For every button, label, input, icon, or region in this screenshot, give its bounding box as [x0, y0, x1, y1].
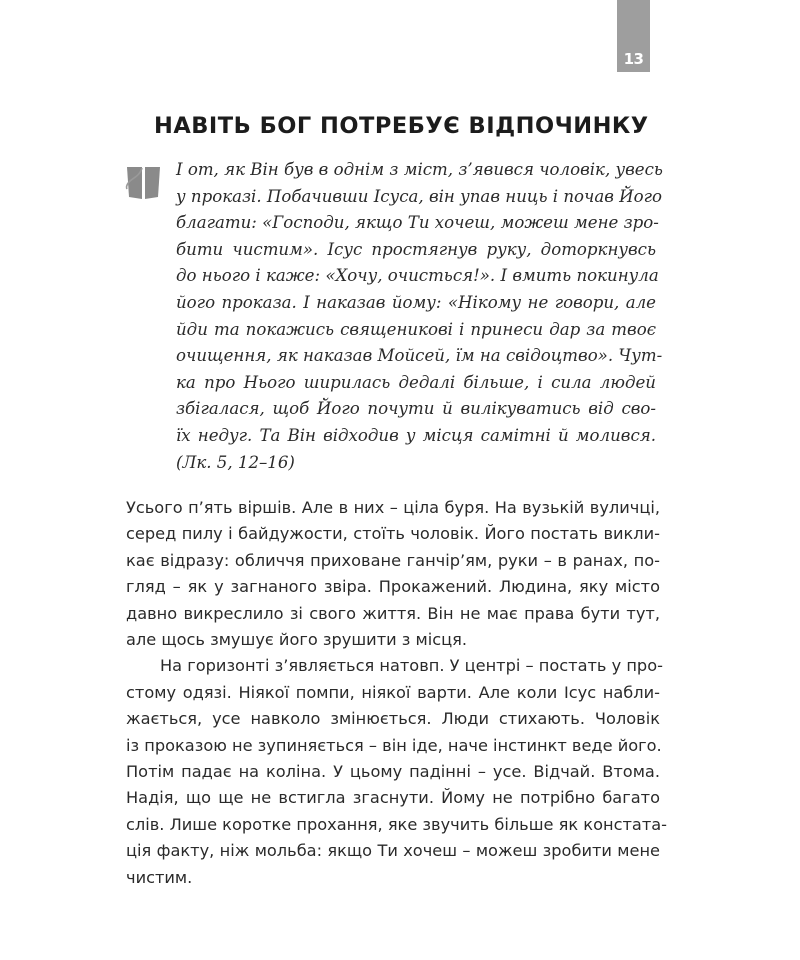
book-bookmark-icon [125, 165, 165, 201]
quote-line: бити чистим». Ісус простягнув руку, доторкнувсь [176, 239, 656, 259]
quote-line: ка про Нього ширилась дедалі більше, і сила людей [176, 372, 656, 392]
body-line: серед пилу і байдужости, стоїть чоловік. Його постать викли- [126, 524, 660, 544]
body-line: кає відразу: обличчя приховане ганчір’ям, руки – в ранах, по- [126, 550, 660, 570]
body-line: Надія, що ще не встигла згаснути. Йому не потрібно багато [126, 788, 660, 808]
quote-line: І от, як Він був в однім з міст, з’явився чоловік, увесь [176, 160, 663, 179]
quote-line: йди та покажись священикові і принеси дар за твоє [176, 319, 656, 339]
body-line: але щось змушує його зрушити з місця. [126, 630, 468, 650]
chapter-title: НАВІТЬ БОГ ПОТРЕБУЄ ВІДПОЧИНКУ [154, 113, 649, 140]
body-line: ція факту, ніж мольба: якщо Ти хочеш – можеш зробити мене [126, 841, 660, 861]
body-line: жається, усе навколо змінюється. Люди стихають. Чоловік [126, 709, 660, 729]
quote-line: благати: «Господи, якщо Ти хочеш, можеш мене зро- [176, 213, 659, 233]
body-line: Усього п’ять віршів. Але в них – ціла буря. На вузькій вуличці, [126, 498, 660, 517]
paragraph-2 [126, 653, 668, 891]
quote-line: збігалася, щоб Його почути й вилікуватись від сво- [176, 399, 656, 419]
body-line: чистим. [126, 867, 193, 887]
quote-line: їх недуг. Та Він відходив у місця самітні й молився. [176, 425, 656, 445]
body-text [126, 495, 668, 891]
body-line: На горизонті з’являється натовп. У центрі – постать у про- [160, 656, 663, 676]
body-line: слів. Лише коротке прохання, яке звучить більше як констата- [126, 814, 668, 834]
quote-citation: (Лк. 5, 12–16) [176, 452, 295, 472]
quote-line: його проказа. І наказав йому: «Нікому не говори, але [176, 292, 656, 312]
scripture-quote [176, 157, 663, 476]
paragraph-1 [126, 495, 660, 653]
body-line: стому одязі. Ніякої помпи, ніякої варти. Але коли Ісус набли- [126, 682, 660, 702]
body-line: із проказою не зупиняється – він іде, наче інстинкт веде його. [126, 735, 662, 755]
page-number-tab [617, 0, 650, 72]
page-number: 13 [623, 50, 644, 68]
quote-line: очищення, як наказав Мойсей, їм на свідоцтво». Чут- [176, 346, 663, 366]
quote-line: до нього і каже: «Хочу, очисться!». І вмить покинула [176, 266, 659, 286]
body-line: давно викреслило зі свого життя. Він не має права бути тут, [126, 603, 660, 623]
quote-line: у проказі. Побачивши Ісуса, він упав ниць і почав Його [176, 186, 663, 206]
body-line: гляд – як у загнаного звіра. Прокажений. Людина, яку місто [126, 577, 660, 597]
body-line: Потім падає на коліна. У цьому падінні – усе. Відчай. Втома. [126, 762, 660, 782]
